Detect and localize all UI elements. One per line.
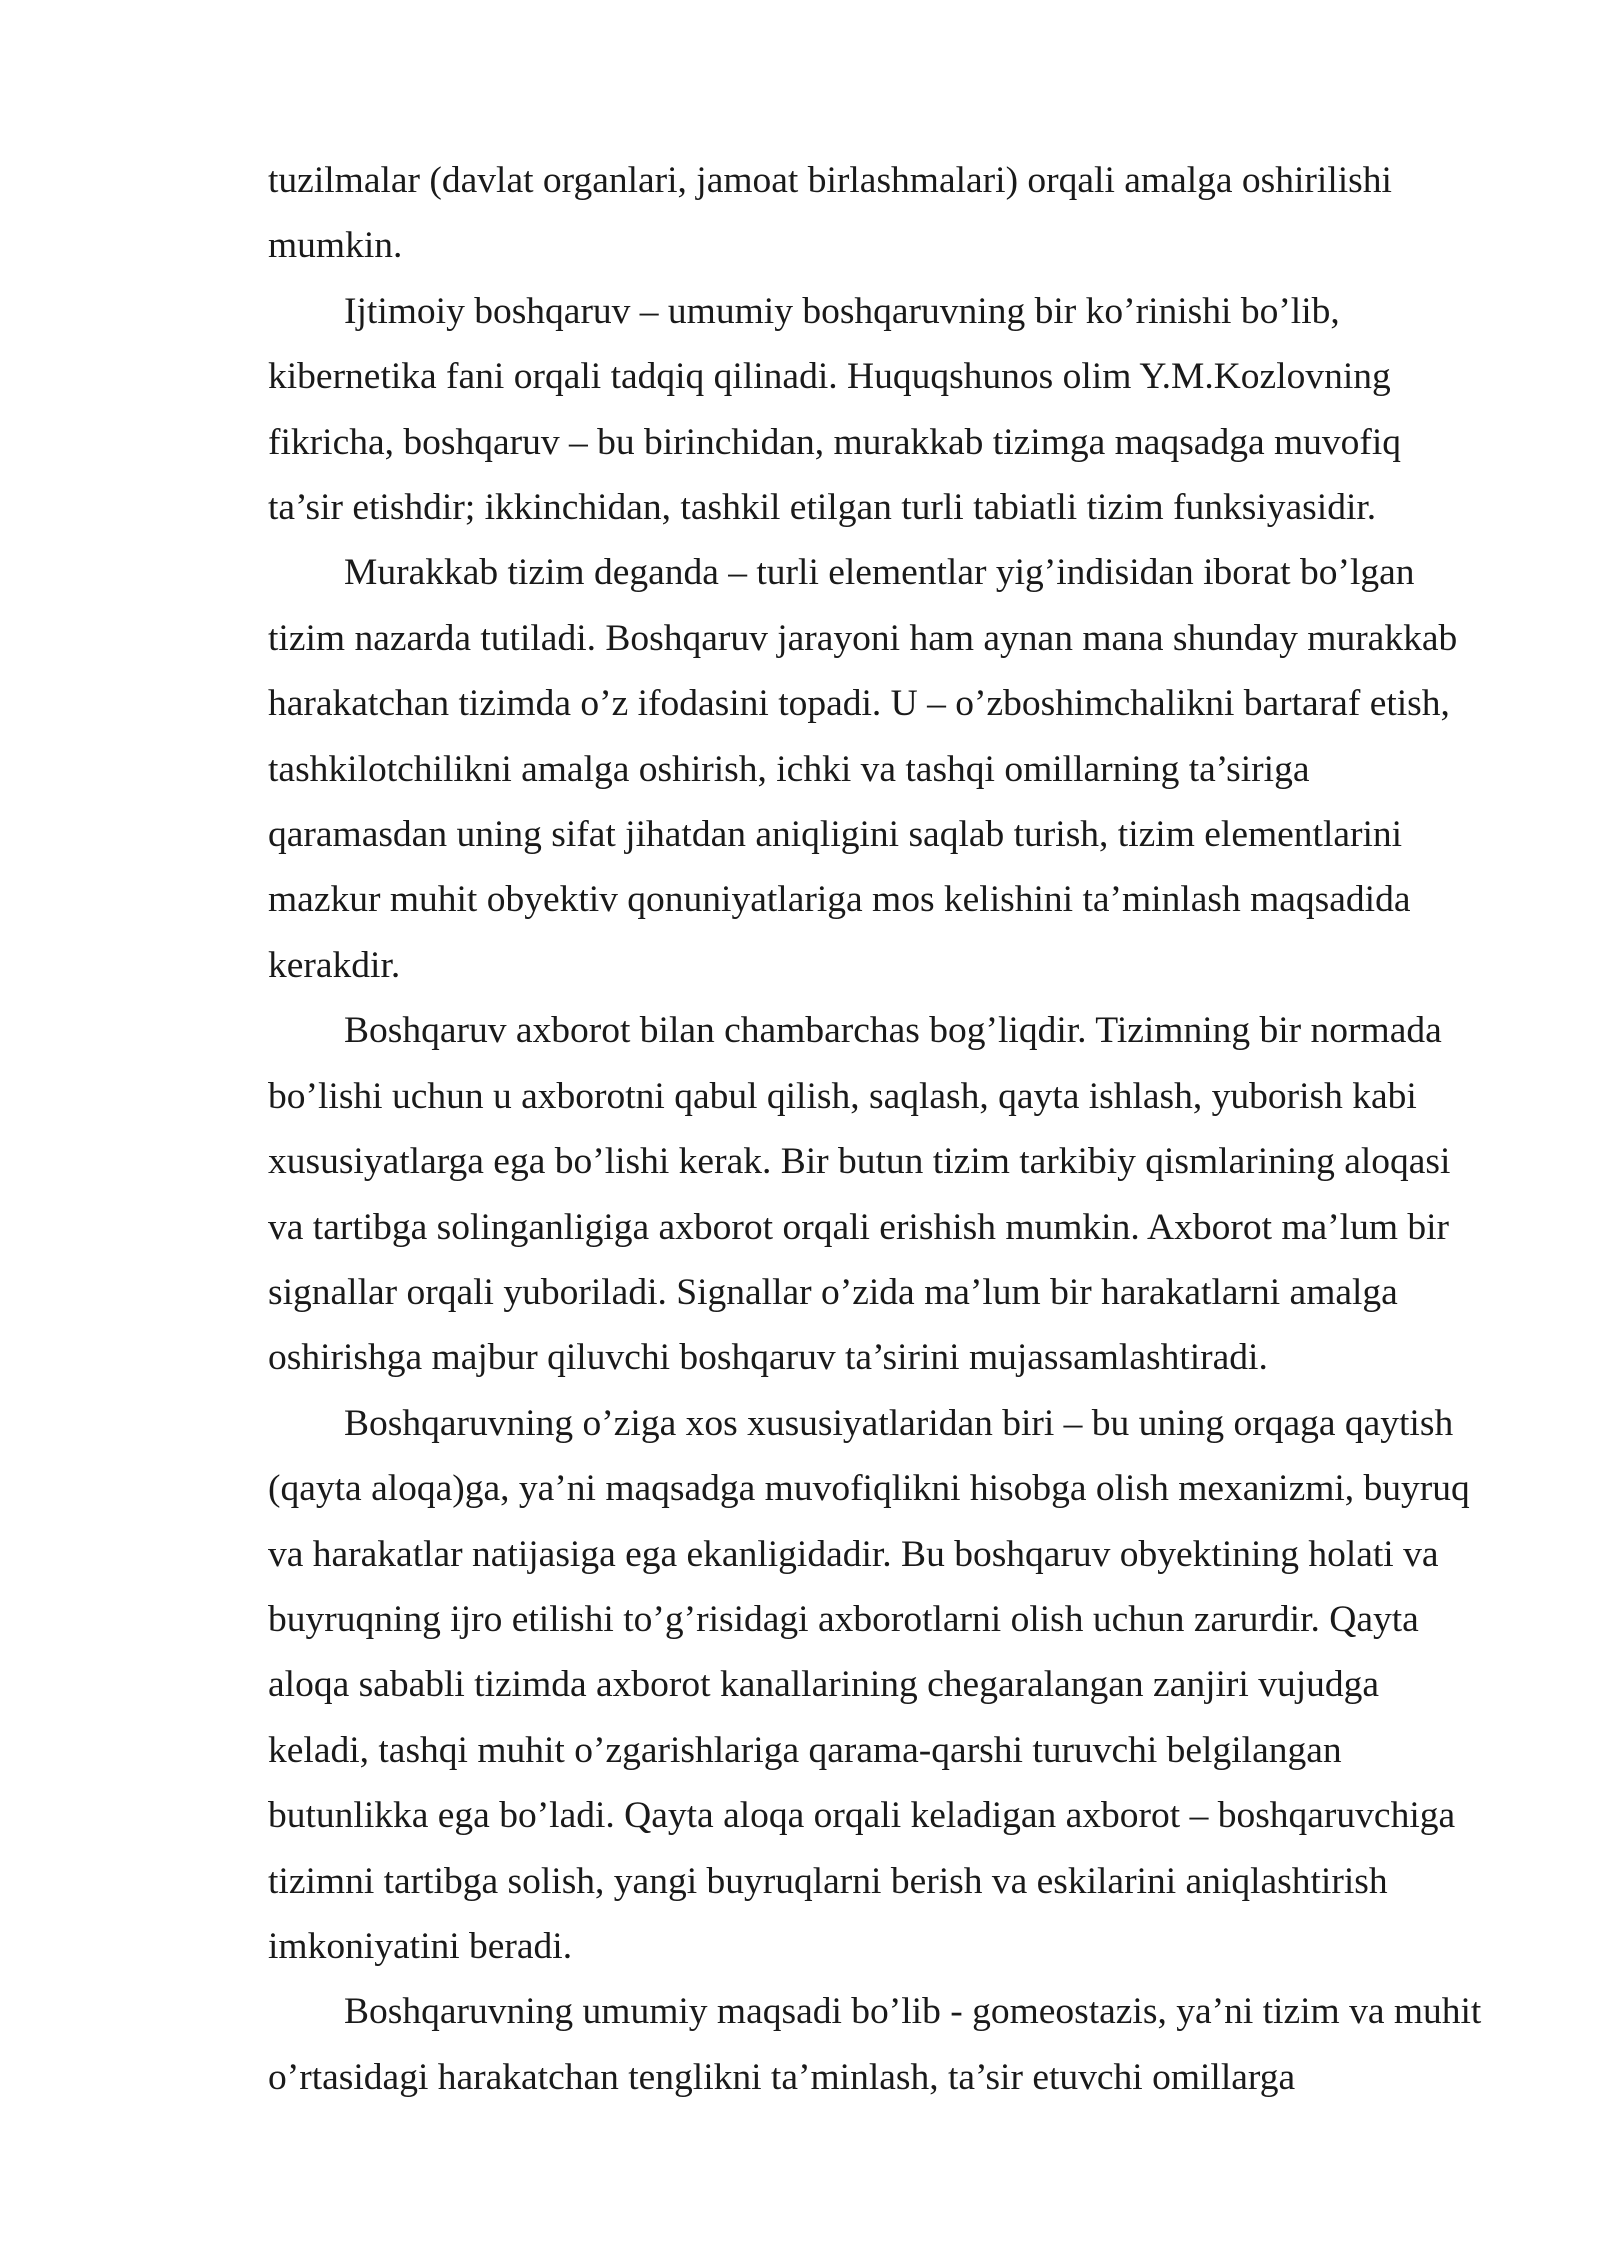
text-line: kerakdir. <box>268 944 401 986</box>
text-line: (qayta aloqa)ga, ya’ni maqsadga muvofiqlikni hisobga olish mexanizmi, buyruq <box>268 1468 1470 1510</box>
text-line: oshirishga majbur qiluvchi boshqaruv ta’sirini mujassamlashtiradi. <box>268 1337 1268 1379</box>
text-line: aloqa sababli tizimda axborot kanallarining chegaralangan zanjiri vujudga <box>268 1664 1380 1706</box>
text-line: Murakkab tizim deganda – turli elementlar yig’indisidan iborat bo’lgan <box>344 552 1415 594</box>
text-line: ta’sir etishdir; ikkinchidan, tashkil etilgan turli tabiatli tizim funksiyasidir. <box>268 487 1377 529</box>
text-line: mazkur muhit obyektiv qonuniyatlariga mos kelishini ta’minlash maqsadida <box>268 879 1411 921</box>
text-line: Ijtimoiy boshqaruv – umumiy boshqaruvning bir ko’rinishi bo’lib, <box>344 290 1340 332</box>
text-line: tizim nazarda tutiladi. Boshqaruv jarayoni ham aynan mana shunday murakkab <box>268 617 1458 659</box>
text-line: Boshqaruv axborot bilan chambarchas bog’liqdir. Tizimning bir normada <box>344 1010 1442 1052</box>
text-line: o’rtasidagi harakatchan tenglikni ta’minlash, ta’sir etuvchi omillarga <box>268 2056 1296 2098</box>
text-line: harakatchan tizimda o’z ifodasini topadi. U – o’zboshimchalikni bartaraf etish, <box>268 683 1450 725</box>
text-line: Boshqaruvning o’ziga xos xususiyatlaridan biri – bu uning orqaga qaytish <box>344 1402 1454 1444</box>
text-line: tuzilmalar (davlat organlari, jamoat birlashmalari) orqali amalga oshirilishi <box>268 160 1392 201</box>
text-line: imkoniyatini beradi. <box>268 1925 573 1967</box>
text-line: xususiyatlarga ega bo’lishi kerak. Bir butun tizim tarkibiy qismlarining aloqasi <box>268 1141 1451 1183</box>
document-body-text <box>268 148 1508 2110</box>
text-line: keladi, tashqi muhit o’zgarishlariga qarama-qarshi turuvchi belgilangan <box>268 1729 1342 1771</box>
text-line: va tartibga solinganligiga axborot orqali erishish mumkin. Axborot ma’lum bir <box>268 1206 1450 1248</box>
text-line: tashkilotchilikni amalga oshirish, ichki va tashqi omillarning ta’siriga <box>268 748 1310 790</box>
text-line: fikricha, boshqaruv – bu birinchidan, murakkab tizimga maqsadga muvofiq <box>268 421 1402 463</box>
text-line: kibernetika fani orqali tadqiq qilinadi. Huquqshunos olim Y.M.Kozlovning <box>268 356 1391 398</box>
text-line: butunlikka ega bo’ladi. Qayta aloqa orqali keladigan axborot – boshqaruvchiga <box>268 1795 1456 1837</box>
text-line: va harakatlar natijasiga ega ekanligidadir. Bu boshqaruv obyektining holati va <box>268 1533 1439 1575</box>
text-line: tizimni tartibga solish, yangi buyruqlarni berish va eskilarini aniqlashtirish <box>268 1860 1388 1902</box>
text-line: qaramasdan uning sifat jihatdan aniqligini saqlab turish, tizim elementlarini <box>268 814 1403 856</box>
text-line: mumkin. <box>268 225 403 267</box>
text-line: buyruqning ijro etilishi to’g’risidagi axborotlarni olish uchun zarurdir. Qayta <box>268 1598 1419 1640</box>
text-line: Boshqaruvning umumiy maqsadi bo’lib - gomeostazis, ya’ni tizim va muhit <box>344 1991 1482 2033</box>
text-line: signallar orqali yuboriladi. Signallar o’zida ma’lum bir harakatlarni amalga <box>268 1271 1398 1313</box>
text-line: bo’lishi uchun u axborotni qabul qilish, saqlash, qayta ishlash, yuborish kabi <box>268 1075 1417 1117</box>
